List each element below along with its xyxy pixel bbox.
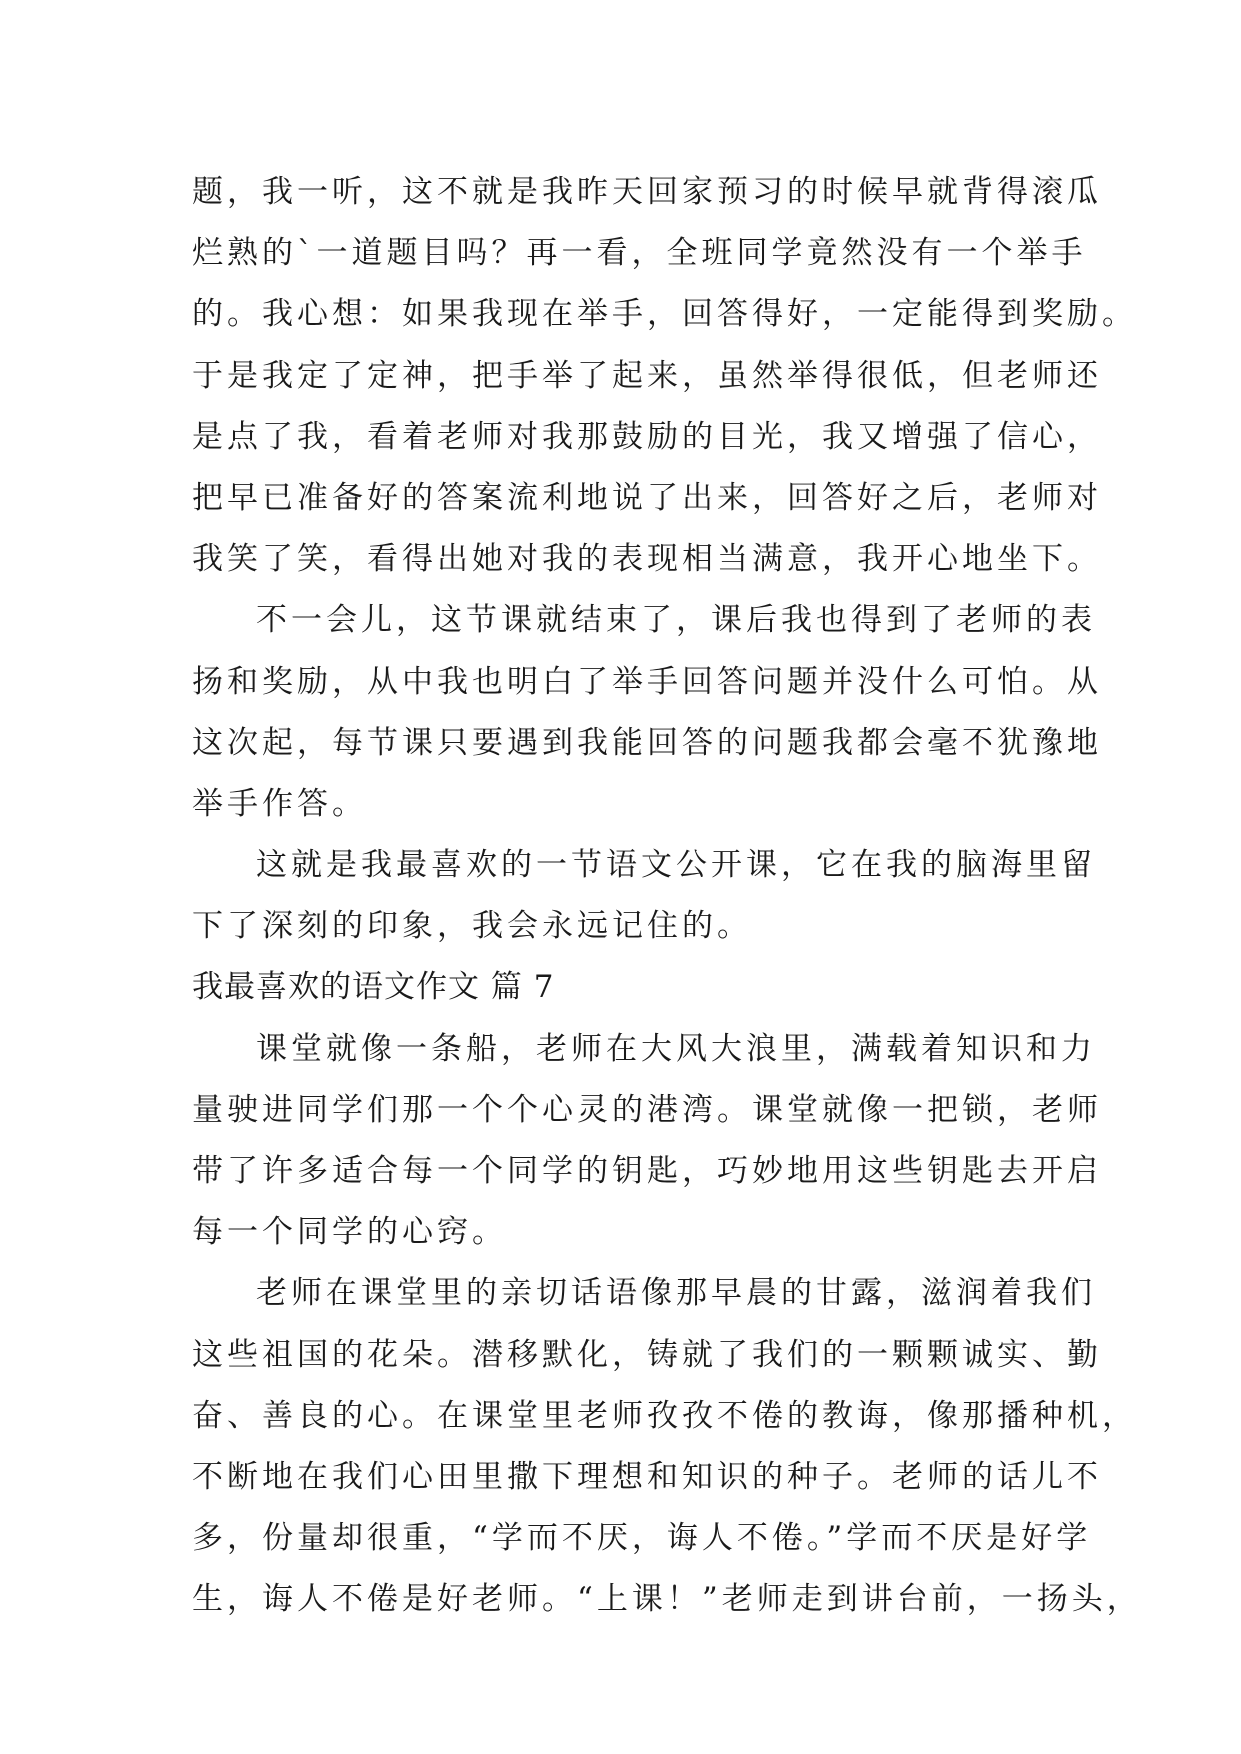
text-line: 的。我心想：如果我现在举手，回答得好，一定能得到奖励。: [192, 296, 1137, 333]
text-line: 多，份量却很重，“学而不厌，诲人不倦。”学而不厌是好学: [192, 1520, 1092, 1557]
text-line: 举手作答。: [192, 785, 367, 822]
text-line: 这次起，每节课只要遇到我能回答的问题我都会毫不犹豫地: [192, 724, 1102, 761]
text-line: 每一个同学的心窍。: [192, 1214, 507, 1251]
section-heading: 我最喜欢的语文作文 篇 7: [192, 969, 555, 1006]
text-line: 我笑了笑，看得出她对我的表现相当满意，我开心地坐下。: [192, 541, 1102, 578]
text-line: 于是我定了定神，把手举了起来，虽然举得很低，但老师还: [192, 357, 1102, 394]
paragraph-first-line: 老师在课堂里的亲切话语像那早晨的甘露，滋润着我们: [256, 1275, 1096, 1312]
document-body: [192, 162, 1142, 1631]
paragraph-first-line: 不一会儿，这节课就结束了，课后我也得到了老师的表: [256, 602, 1096, 639]
text-line: 这些祖国的花朵。潜移默化，铸就了我们的一颗颗诚实、勤: [192, 1336, 1102, 1373]
text-line: 不断地在我们心田里撒下理想和知识的种子。老师的话儿不: [192, 1458, 1102, 1495]
text-line: 量驶进同学们那一个个心灵的港湾。课堂就像一把锁，老师: [192, 1091, 1102, 1128]
text-line: 把早已准备好的答案流利地说了出来，回答好之后，老师对: [192, 479, 1102, 516]
text-line: 下了深刻的印象，我会永远记住的。: [192, 908, 752, 945]
paragraph-first-line: 课堂就像一条船，老师在大风大浪里，满载着知识和力: [256, 1030, 1096, 1067]
text-line: 生，诲人不倦是好老师。“上课！”老师走到讲台前，一扬头，: [192, 1581, 1142, 1618]
text-line: 烂熟的`一道题目吗？再一看，全班同学竟然没有一个举手: [192, 235, 1087, 272]
text-line: 题，我一听，这不就是我昨天回家预习的时候早就背得滚瓜: [192, 174, 1102, 210]
text-line: 奋、善良的心。在课堂里老师孜孜不倦的教诲，像那播种机，: [192, 1397, 1137, 1434]
text-line: 带了许多适合每一个同学的钥匙，巧妙地用这些钥匙去开启: [192, 1153, 1102, 1189]
paragraph-first-line: 这就是我最喜欢的一节语文公开课，它在我的脑海里留: [256, 847, 1096, 884]
text-line: 是点了我，看着老师对我那鼓励的目光，我又增强了信心，: [192, 418, 1102, 455]
text-line: 扬和奖励，从中我也明白了举手回答问题并没什么可怕。从: [192, 663, 1102, 700]
